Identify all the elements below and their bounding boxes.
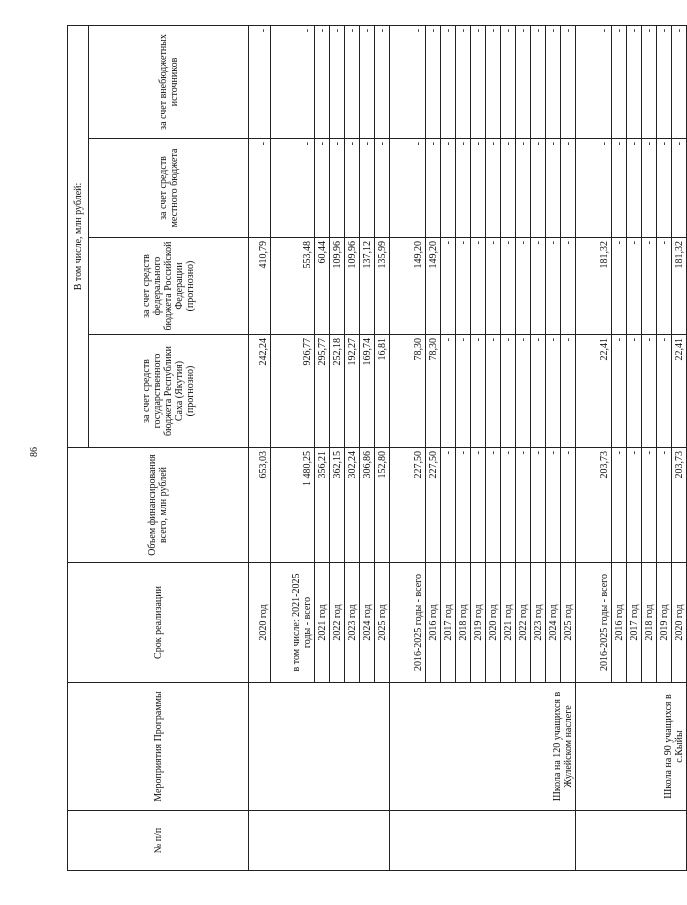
cell-total: - [561, 448, 576, 563]
cell-federal-budget: - [627, 238, 642, 335]
cell-total: 227,50 [390, 448, 426, 563]
header-republic-budget: за счет средств государственного бюджета Республики Саха (Якутия) (прогнозно) [89, 335, 249, 448]
header-local-budget: за счет средств местного бюджета [89, 139, 249, 238]
cell-period: 2025 год [375, 563, 390, 683]
cell-republic-budget: 169,74 [360, 335, 375, 448]
cell-federal-budget: - [501, 238, 516, 335]
cell-period: 2016-2025 годы - всего [576, 563, 612, 683]
cell-extrabudget: - [672, 25, 687, 138]
cell-republic-budget: 242,24 [249, 335, 271, 448]
cell-republic-budget: - [471, 335, 486, 448]
cell-federal-budget: 553,48 [271, 238, 315, 335]
cell-extrabudget: - [576, 25, 612, 138]
cell-extrabudget: - [516, 25, 531, 138]
cell-republic-budget: - [441, 335, 456, 448]
cell-local-budget: - [271, 139, 315, 238]
cell-total: - [642, 448, 657, 563]
cell-federal-budget: 181,32 [576, 238, 612, 335]
header-extrabudget: за счет внебюджетных источников [89, 25, 249, 138]
table-viewport [67, 26, 685, 871]
cell-federal-budget: - [516, 238, 531, 335]
cell-republic-budget: 926,77 [271, 335, 315, 448]
cell-local-budget: - [561, 139, 576, 238]
cell-extrabudget: - [486, 25, 501, 138]
cell-extrabudget: - [441, 25, 456, 138]
table-body [249, 25, 687, 870]
cell-period: 2019 год [471, 563, 486, 683]
cell-local-budget: - [642, 139, 657, 238]
cell-extrabudget: - [561, 25, 576, 138]
cell-extrabudget: - [315, 25, 330, 138]
header-event: Мероприятия Программы [68, 683, 249, 811]
cell-federal-budget: - [486, 238, 501, 335]
cell-period: 2021 год [501, 563, 516, 683]
cell-num [390, 811, 576, 871]
header-num: № п/п [68, 811, 249, 871]
cell-total: - [531, 448, 546, 563]
cell-republic-budget: 16,81 [375, 335, 390, 448]
cell-federal-budget: - [471, 238, 486, 335]
cell-extrabudget: - [375, 25, 390, 138]
cell-federal-budget: - [561, 238, 576, 335]
cell-period: 2022 год [330, 563, 345, 683]
cell-republic-budget: - [612, 335, 627, 448]
cell-local-budget: - [471, 139, 486, 238]
cell-republic-budget: - [501, 335, 516, 448]
cell-local-budget: - [441, 139, 456, 238]
cell-republic-budget: 78,30 [426, 335, 441, 448]
cell-local-budget: - [576, 139, 612, 238]
cell-republic-budget: - [486, 335, 501, 448]
cell-total: - [441, 448, 456, 563]
cell-period: 2020 год [249, 563, 271, 683]
cell-republic-budget: 78,30 [390, 335, 426, 448]
cell-period: 2024 год [546, 563, 561, 683]
cell-federal-budget: 149,20 [426, 238, 441, 335]
cell-republic-budget: 192,27 [345, 335, 360, 448]
cell-local-budget: - [345, 139, 360, 238]
cell-total: 203,73 [672, 448, 687, 563]
cell-total: 653,03 [249, 448, 271, 563]
cell-federal-budget: 410,79 [249, 238, 271, 335]
cell-period: 2016 год [612, 563, 627, 683]
cell-local-budget: - [531, 139, 546, 238]
cell-federal-budget: - [531, 238, 546, 335]
cell-total: 302,24 [345, 448, 360, 563]
cell-federal-budget: 135,99 [375, 238, 390, 335]
financing-table [67, 25, 687, 871]
cell-republic-budget: - [516, 335, 531, 448]
cell-republic-budget: - [456, 335, 471, 448]
cell-extrabudget: - [657, 25, 672, 138]
cell-federal-budget: 109,96 [330, 238, 345, 335]
cell-local-budget: - [360, 139, 375, 238]
cell-extrabudget: - [426, 25, 441, 138]
cell-republic-budget: - [561, 335, 576, 448]
cell-local-budget: - [426, 139, 441, 238]
cell-period: 2020 год [486, 563, 501, 683]
cell-local-budget: - [486, 139, 501, 238]
cell-extrabudget: - [456, 25, 471, 138]
cell-period: 2016 год [426, 563, 441, 683]
header-period: Срок реализации [68, 563, 249, 683]
cell-total: - [546, 448, 561, 563]
cell-total: 152,80 [375, 448, 390, 563]
cell-local-budget: - [501, 139, 516, 238]
cell-period: 2023 год [345, 563, 360, 683]
cell-extrabudget: - [271, 25, 315, 138]
cell-total: 356,21 [315, 448, 330, 563]
cell-total: - [657, 448, 672, 563]
header-federal-budget: за счет средств федерального бюджета Российской Федерации (прогнозно) [89, 238, 249, 335]
cell-local-budget: - [546, 139, 561, 238]
cell-total: - [627, 448, 642, 563]
cell-period: 2023 год [531, 563, 546, 683]
cell-republic-budget: - [546, 335, 561, 448]
cell-local-budget: - [330, 139, 345, 238]
cell-extrabudget: - [531, 25, 546, 138]
cell-federal-budget: - [657, 238, 672, 335]
cell-local-budget: - [456, 139, 471, 238]
rotated-page [67, 26, 685, 871]
cell-event [249, 683, 390, 811]
cell-extrabudget: - [501, 25, 516, 138]
cell-period: 2019 год [657, 563, 672, 683]
cell-extrabudget: - [330, 25, 345, 138]
cell-federal-budget: 149,20 [390, 238, 426, 335]
cell-federal-budget: - [642, 238, 657, 335]
cell-total: - [456, 448, 471, 563]
cell-extrabudget: - [627, 25, 642, 138]
cell-period: 2016-2025 годы - всего [390, 563, 426, 683]
cell-republic-budget: 295,77 [315, 335, 330, 448]
cell-republic-budget: - [531, 335, 546, 448]
table-row [249, 25, 271, 870]
cell-period: в том числе: 2021-2025 годы - всего [271, 563, 315, 683]
cell-local-budget: - [390, 139, 426, 238]
cell-republic-budget: - [642, 335, 657, 448]
cell-federal-budget: 181,32 [672, 238, 687, 335]
cell-local-budget: - [315, 139, 330, 238]
cell-total: 227,50 [426, 448, 441, 563]
cell-event: Школа на 90 учащихся в с.Кыйы [576, 683, 687, 811]
cell-total: - [612, 448, 627, 563]
cell-total: - [471, 448, 486, 563]
cell-local-budget: - [627, 139, 642, 238]
cell-period: 2017 год [627, 563, 642, 683]
cell-extrabudget: - [546, 25, 561, 138]
cell-total: - [501, 448, 516, 563]
cell-period: 2021 год [315, 563, 330, 683]
cell-extrabudget: - [249, 25, 271, 138]
cell-local-budget: - [375, 139, 390, 238]
cell-federal-budget: - [441, 238, 456, 335]
cell-extrabudget: - [390, 25, 426, 138]
cell-republic-budget: 22,41 [672, 335, 687, 448]
cell-event: Школа на 120 учащихся в Жулейском наслеге [390, 683, 576, 811]
cell-num [249, 811, 390, 871]
cell-extrabudget: - [345, 25, 360, 138]
cell-period: 2025 год [561, 563, 576, 683]
cell-federal-budget: - [612, 238, 627, 335]
cell-republic-budget: - [627, 335, 642, 448]
cell-num [576, 811, 687, 871]
cell-federal-budget: - [546, 238, 561, 335]
cell-total: 1 480,25 [271, 448, 315, 563]
cell-period: 2017 год [441, 563, 456, 683]
cell-republic-budget: 252,18 [330, 335, 345, 448]
cell-period: 2022 год [516, 563, 531, 683]
cell-republic-budget: - [657, 335, 672, 448]
cell-republic-budget: 22,41 [576, 335, 612, 448]
cell-federal-budget: 60,44 [315, 238, 330, 335]
cell-federal-budget: - [456, 238, 471, 335]
cell-extrabudget: - [642, 25, 657, 138]
cell-extrabudget: - [612, 25, 627, 138]
table-row [390, 25, 426, 870]
cell-local-budget: - [657, 139, 672, 238]
page-number: 86 [29, 447, 40, 457]
header-total: Объем финансирования всего, млн рублей [68, 448, 249, 563]
cell-local-budget: - [516, 139, 531, 238]
cell-extrabudget: - [471, 25, 486, 138]
table-header [68, 25, 249, 870]
cell-period: 2018 год [456, 563, 471, 683]
cell-local-budget: - [249, 139, 271, 238]
cell-total: - [516, 448, 531, 563]
cell-local-budget: - [612, 139, 627, 238]
cell-federal-budget: 109,96 [345, 238, 360, 335]
cell-local-budget: - [672, 139, 687, 238]
cell-period: 2024 год [360, 563, 375, 683]
cell-extrabudget: - [360, 25, 375, 138]
header-including: В том числе, млн рублей: [68, 25, 89, 447]
cell-total: 203,73 [576, 448, 612, 563]
cell-total: - [486, 448, 501, 563]
cell-federal-budget: 137,12 [360, 238, 375, 335]
cell-total: 362,15 [330, 448, 345, 563]
cell-period: 2020 год [672, 563, 687, 683]
cell-total: 306,86 [360, 448, 375, 563]
cell-period: 2018 год [642, 563, 657, 683]
table-row [576, 25, 612, 870]
